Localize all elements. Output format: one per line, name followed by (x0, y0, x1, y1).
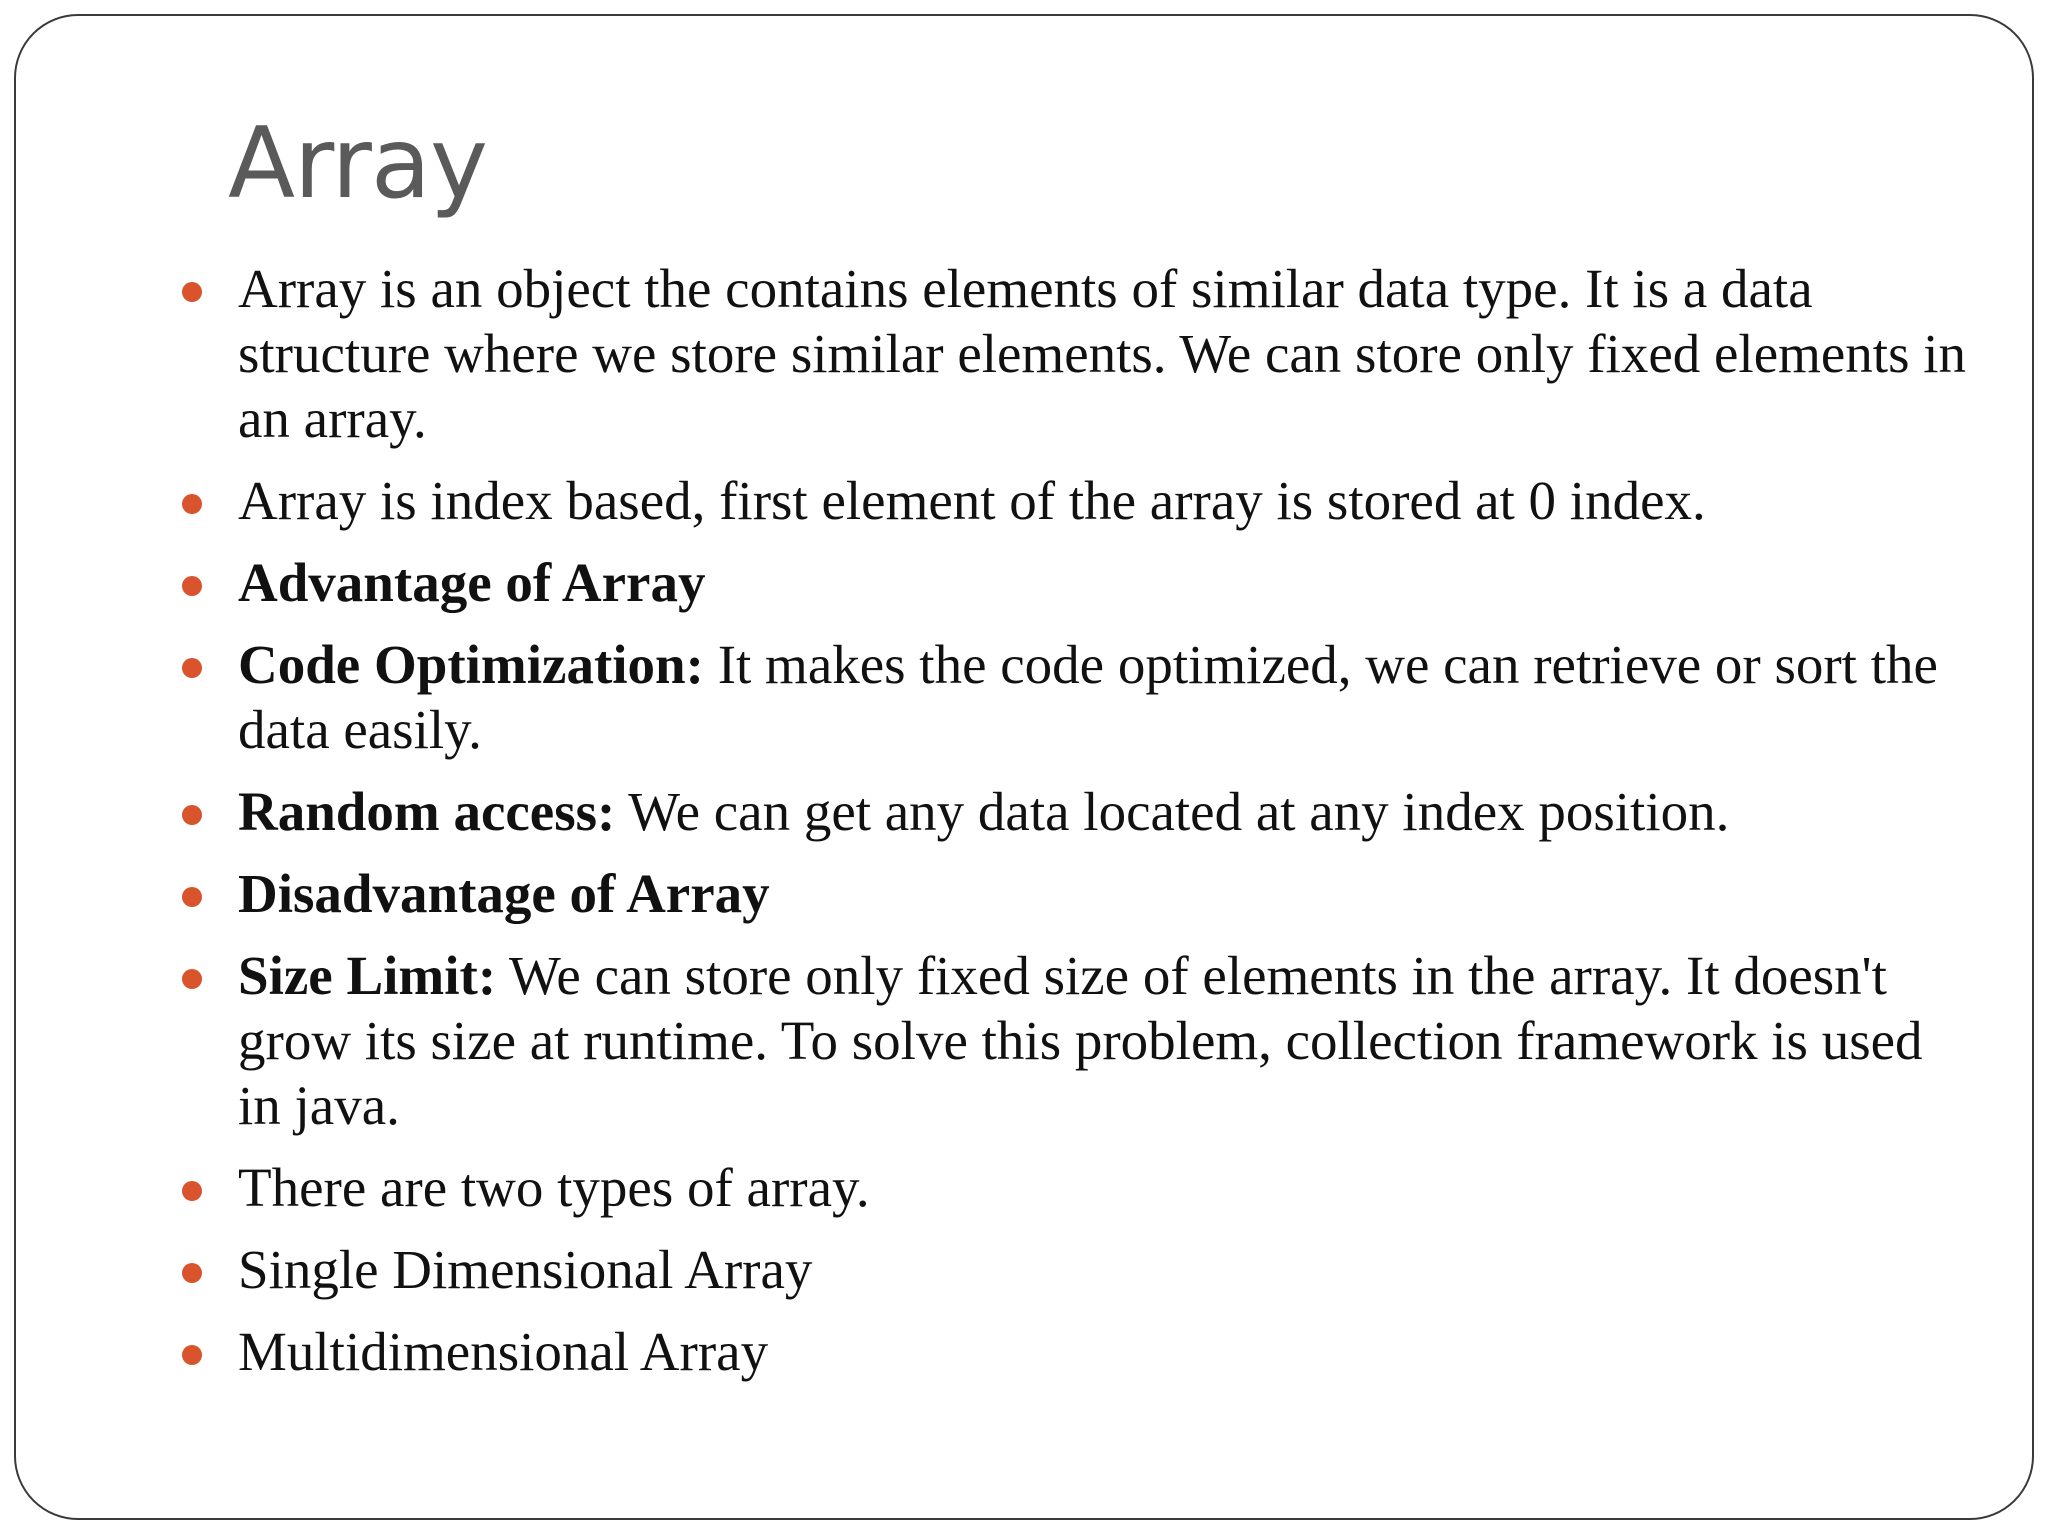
bullet-bold-text: Disadvantage of Array (238, 863, 770, 924)
bullet-text: We can get any data located at any index position. (615, 781, 1730, 842)
bullet-item (238, 1319, 1968, 1384)
bullet-dot-icon (182, 969, 202, 989)
bullet-list (238, 256, 1968, 1384)
bullet-dot-icon (182, 1181, 202, 1201)
bullet-text: We can store only fixed size of elements in the array. It doesn't grow its size at runtime. To solve this problem, collection framework is used in java. (238, 945, 1923, 1136)
bullet-item (238, 779, 1968, 844)
slide-title: Array (228, 107, 487, 221)
bullet-item (238, 861, 1968, 926)
bullet-item (238, 550, 1968, 615)
bullet-dot-icon (182, 1345, 202, 1365)
bullet-text: Single Dimensional Array (238, 1239, 813, 1300)
bullet-dot-icon (182, 887, 202, 907)
bullet-bold-text: Code Optimization: (238, 634, 704, 695)
bullet-bold-text: Advantage of Array (238, 552, 706, 613)
bullet-dot-icon (182, 1263, 202, 1283)
bullet-dot-icon (182, 576, 202, 596)
bullet-dot-icon (182, 805, 202, 825)
bullet-text: Multidimensional Array (238, 1321, 769, 1382)
slide (14, 14, 2034, 1520)
bullet-text: Array is an object the contains elements of similar data type. It is a data structure where we store similar elements. We can store only fixed elements in an array. (238, 258, 1967, 449)
bullet-bold-text: Random access: (238, 781, 616, 842)
bullet-bold-text: Size Limit: (238, 945, 497, 1006)
bullet-dot-icon (182, 282, 202, 302)
bullet-item (238, 1155, 1968, 1220)
bullet-dot-icon (182, 494, 202, 514)
bullet-item (238, 468, 1968, 533)
bullet-item (238, 256, 1968, 451)
bullet-text: It makes the code optimized, we can retrieve or sort the data easily. (238, 634, 1938, 760)
bullet-item (238, 632, 1968, 762)
bullet-item (238, 943, 1968, 1138)
bullet-text: Array is index based, first element of the array is stored at 0 index. (238, 470, 1706, 531)
bullet-text: There are two types of array. (238, 1157, 870, 1218)
bullet-dot-icon (182, 658, 202, 678)
bullet-item (238, 1237, 1968, 1302)
